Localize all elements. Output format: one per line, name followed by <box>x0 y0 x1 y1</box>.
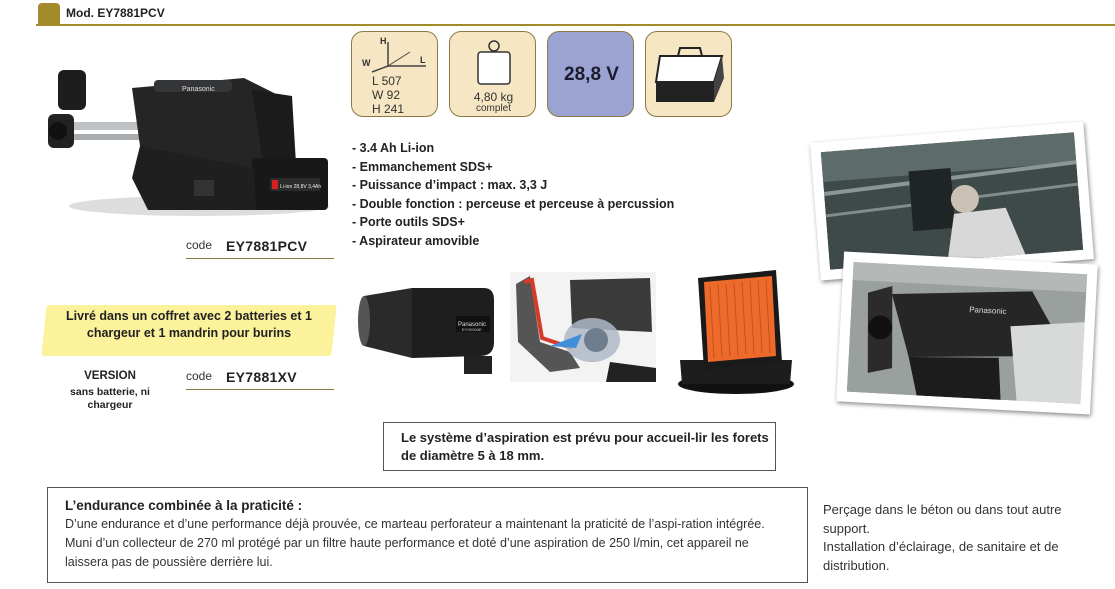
model-title: Mod. EY7881PCV <box>66 6 165 20</box>
adapter-brand-label: Panasonic <box>458 322 487 328</box>
feature-item: - Aspirateur amovible <box>352 233 480 248</box>
feature-item: - Porte outils SDS+ <box>352 215 465 230</box>
dim-width: W 92 <box>372 88 401 102</box>
photo-ceiling-scene <box>821 132 1083 270</box>
usage-line-2: Installation d’éclairage, de sanitaire et de distribution. <box>823 539 1059 573</box>
axis-w-label: W <box>362 58 371 68</box>
version-subtitle: sans batterie, ni chargeur <box>70 386 150 411</box>
code-label: code <box>186 238 213 252</box>
axis-l-label: L <box>420 55 426 65</box>
code-value: EY7881PCV <box>226 238 308 254</box>
dimensions-box <box>351 31 438 117</box>
hammer-drill-image <box>44 60 334 220</box>
code-row-xv <box>186 368 334 390</box>
feature-item: - 3.4 Ah Li-ion <box>352 141 435 155</box>
dim-length: L 507 <box>372 74 402 88</box>
filter-image <box>674 268 798 396</box>
endurance-box <box>47 487 808 583</box>
aspiration-note: Le système d’aspiration est prévu pour accueil-lir les forets de diamètre 5 à 18 mm. <box>401 430 769 463</box>
carrying-case-icon <box>652 42 728 108</box>
brand-label: Panasonic <box>182 86 215 93</box>
feature-item: - Double fonction : perceuse et perceuse à percussion <box>352 196 675 211</box>
photo-brand-label: Panasonic <box>968 305 1007 317</box>
usage-photo-drilling <box>836 251 1098 414</box>
code-value: EY7881XV <box>226 369 297 385</box>
code-label: code <box>186 369 213 383</box>
usage-text <box>823 501 1103 575</box>
weight-icon <box>474 38 514 88</box>
endurance-body: D’une endurance et d’une performance déjà prouvée, ce marteau perforateur a maintenant la praticité de l’aspi-ration intégrée. Muni d’un collecteur de 270 ml protégé par un filtre haute performance et doté d’une aspiration de 250 l/min, cet appareil ne laissera pas de poussière derrière lui. <box>65 517 765 569</box>
dim-height: H 241 <box>372 102 405 116</box>
extraction-cutaway-image <box>510 272 656 382</box>
dimensions-icon <box>362 36 432 76</box>
code-row-pcv <box>186 237 334 259</box>
weight-note: complet <box>475 103 511 114</box>
header-tab <box>38 3 60 24</box>
feature-list <box>352 139 674 251</box>
feature-item: - Emmanchement SDS+ <box>352 159 493 174</box>
axis-h-label: H <box>380 36 387 46</box>
version-title: VERSION <box>84 370 136 382</box>
adapter-model-label: EY9X004E <box>462 327 482 332</box>
photo-drilling-scene <box>847 262 1087 404</box>
weight-box <box>449 31 536 117</box>
header-rule <box>36 24 1115 26</box>
voltage-badge <box>547 31 634 117</box>
dust-adapter-image <box>356 282 498 380</box>
delivery-note: Livré dans un coffret avec 2 batteries et 1 chargeur et 1 mandrin pour burins <box>66 309 312 340</box>
endurance-title: L’endurance combinée à la praticité : <box>65 498 303 513</box>
aspiration-note-box <box>383 422 776 471</box>
battery-label: Li-ion 28,8V 3,4Ah <box>280 184 322 190</box>
weight-value: 4,80 kg <box>473 90 514 104</box>
feature-item: - Puissance d’impact : max. 3,3 J <box>352 178 548 193</box>
case-box <box>645 31 732 117</box>
usage-line-1: Perçage dans le béton ou dans tout autre support. <box>823 502 1062 536</box>
voltage-value: 28,8 V <box>564 64 619 85</box>
